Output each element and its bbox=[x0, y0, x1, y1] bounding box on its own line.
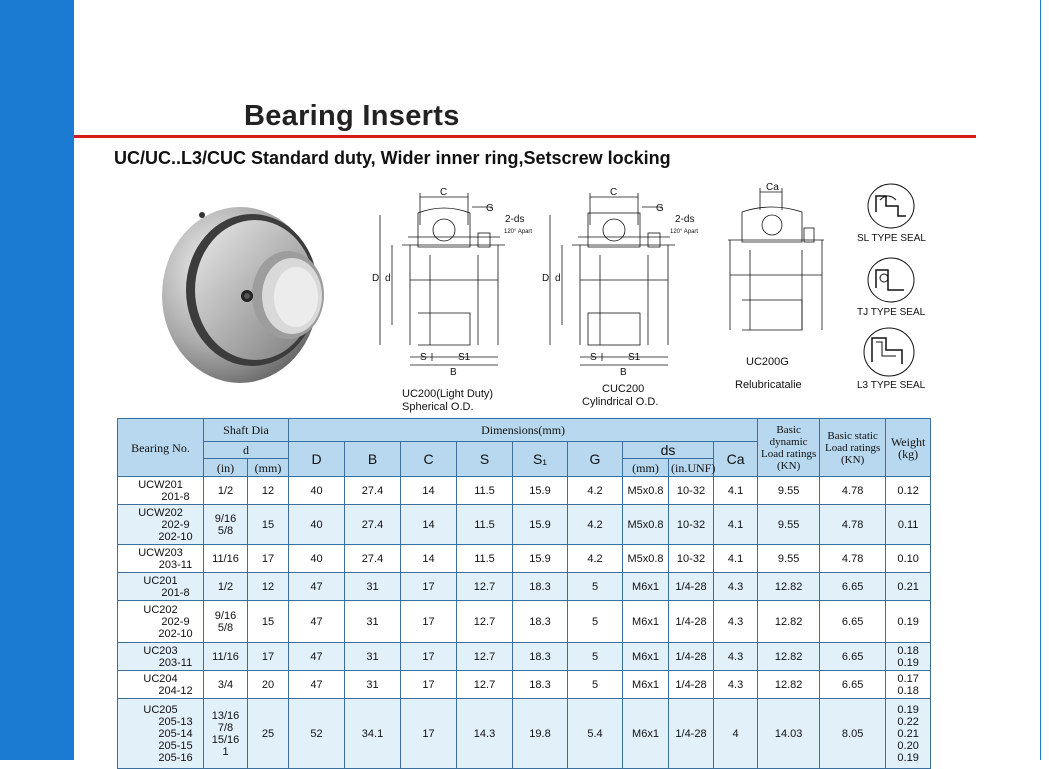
cell-ds-mm: M5x0.8 bbox=[623, 505, 669, 545]
cuc-dim-label-s1: S1 bbox=[628, 352, 641, 363]
table-body bbox=[118, 477, 931, 769]
cell-b: 31 bbox=[345, 671, 401, 699]
header-bearing-no: Bearing No. bbox=[118, 419, 204, 477]
cell-ds-mm: M5x0.8 bbox=[623, 545, 669, 573]
cell-ca: 4.1 bbox=[714, 505, 758, 545]
cell-ds-in: 1/4-28 bbox=[669, 573, 714, 601]
cell-s1: 18.3 bbox=[513, 573, 568, 601]
cuc-dim-label-g: G bbox=[656, 203, 664, 214]
header-dynamic-load: Basic dynamic Load ratings (KN) bbox=[758, 419, 820, 477]
cell-c: 17 bbox=[401, 573, 457, 601]
dim-label-big-d: D bbox=[372, 273, 380, 284]
cell-c: 17 bbox=[401, 699, 457, 769]
cell-shaft-in: 11/16 bbox=[204, 545, 248, 573]
l3-seal-label: L3 TYPE SEAL bbox=[857, 380, 926, 391]
cell-ds-in: 1/4-28 bbox=[669, 671, 714, 699]
cell-g: 4.2 bbox=[568, 545, 623, 573]
cell-bearing-no: UC203 203-11 bbox=[118, 643, 204, 671]
cell-weight: 0.12 bbox=[886, 477, 931, 505]
dim-label-s1: S1 bbox=[458, 352, 471, 363]
cell-c: 17 bbox=[401, 643, 457, 671]
cell-static-load: 4.78 bbox=[820, 505, 886, 545]
cell-b: 27.4 bbox=[345, 505, 401, 545]
l3-seal-icon bbox=[862, 326, 916, 378]
cell-s1: 15.9 bbox=[513, 545, 568, 573]
cell-ca: 4.3 bbox=[714, 643, 758, 671]
header-shaft-dia: Shaft Dia bbox=[204, 419, 289, 442]
cell-b: 27.4 bbox=[345, 477, 401, 505]
cell-ds-in: 10-32 bbox=[669, 477, 714, 505]
cuc200-caption-line2: Cylindrical O.D. bbox=[582, 396, 659, 408]
cuc200-caption bbox=[582, 383, 658, 409]
uc200-caption-line2: Spherical O.D. bbox=[402, 401, 474, 413]
cell-dynamic-load: 12.82 bbox=[758, 643, 820, 671]
cell-ds-mm: M5x0.8 bbox=[623, 477, 669, 505]
table-row bbox=[118, 573, 931, 601]
cell-g: 5 bbox=[568, 601, 623, 643]
cell-shaft-mm: 25 bbox=[248, 699, 289, 769]
header-weight: Weight (kg) bbox=[886, 419, 931, 477]
title-underline bbox=[74, 135, 976, 138]
cell-dynamic-load: 12.82 bbox=[758, 671, 820, 699]
cell-s1: 18.3 bbox=[513, 671, 568, 699]
cell-ca: 4 bbox=[714, 699, 758, 769]
cuc-dim-label-apart: 120° Apart bbox=[670, 229, 699, 235]
cell-weight: 0.19 bbox=[886, 601, 931, 643]
cell-shaft-in: 9/16 5/8 bbox=[204, 601, 248, 643]
header-ds-in: (in.UNF) bbox=[669, 459, 714, 477]
cell-dynamic-load: 14.03 bbox=[758, 699, 820, 769]
cell-weight: 0.21 bbox=[886, 573, 931, 601]
cell-weight: 0.18 0.19 bbox=[886, 643, 931, 671]
tj-seal-label: TJ TYPE SEAL bbox=[857, 307, 926, 318]
cell-s: 12.7 bbox=[457, 573, 513, 601]
header-d: d bbox=[204, 442, 289, 459]
cell-c: 14 bbox=[401, 545, 457, 573]
cell-dynamic-load: 9.55 bbox=[758, 505, 820, 545]
page-title: Bearing Inserts bbox=[244, 100, 460, 132]
header-dimensions: Dimensions(mm) bbox=[289, 419, 758, 442]
cell-static-load: 4.78 bbox=[820, 545, 886, 573]
dim-label-s: S bbox=[420, 352, 427, 363]
cell-c: 17 bbox=[401, 671, 457, 699]
sl-seal-icon bbox=[866, 182, 916, 230]
cell-ds-in: 10-32 bbox=[669, 545, 714, 573]
cell-s: 12.7 bbox=[457, 643, 513, 671]
cell-b: 31 bbox=[345, 601, 401, 643]
cell-c: 17 bbox=[401, 601, 457, 643]
uc200-caption bbox=[402, 388, 493, 414]
cuc-dim-label-s: S bbox=[590, 352, 597, 363]
cell-ds-mm: M6x1 bbox=[623, 671, 669, 699]
page-subtitle: UC/UC..L3/CUC Standard duty, Wider inner ring,Setscrew locking bbox=[114, 148, 671, 168]
cell-d: 47 bbox=[289, 643, 345, 671]
cell-shaft-in: 9/16 5/8 bbox=[204, 505, 248, 545]
cell-shaft-mm: 20 bbox=[248, 671, 289, 699]
cell-shaft-mm: 17 bbox=[248, 643, 289, 671]
cell-d: 47 bbox=[289, 573, 345, 601]
cell-shaft-in: 13/16 7/8 15/16 1 bbox=[204, 699, 248, 769]
cell-c: 14 bbox=[401, 505, 457, 545]
cell-s1: 15.9 bbox=[513, 505, 568, 545]
uc200g-label-ca: Ca bbox=[766, 182, 779, 193]
cell-s: 14.3 bbox=[457, 699, 513, 769]
tj-seal-icon bbox=[866, 256, 916, 304]
cell-s1: 19.8 bbox=[513, 699, 568, 769]
cell-ds-mm: M6x1 bbox=[623, 699, 669, 769]
cell-ds-mm: M6x1 bbox=[623, 601, 669, 643]
cell-bearing-no: UC201 201-8 bbox=[118, 573, 204, 601]
cell-shaft-in: 11/16 bbox=[204, 643, 248, 671]
right-border-line bbox=[1040, 0, 1041, 760]
header-B: B bbox=[345, 442, 401, 477]
cuc-dim-label-small-d: d bbox=[555, 273, 561, 284]
header-C: C bbox=[401, 442, 457, 477]
cell-s1: 15.9 bbox=[513, 477, 568, 505]
dim-label-ds: 2-ds bbox=[505, 214, 525, 225]
table-row bbox=[118, 545, 931, 573]
dim-label-apart: 120° Apart bbox=[504, 229, 533, 235]
cell-d: 40 bbox=[289, 505, 345, 545]
cuc200-caption-line1: CUC200 bbox=[602, 383, 645, 395]
cell-weight: 0.10 bbox=[886, 545, 931, 573]
cell-g: 4.2 bbox=[568, 477, 623, 505]
cell-d: 47 bbox=[289, 601, 345, 643]
cell-g: 5.4 bbox=[568, 699, 623, 769]
cell-static-load: 6.65 bbox=[820, 643, 886, 671]
specification-table bbox=[117, 418, 931, 769]
cell-shaft-mm: 12 bbox=[248, 477, 289, 505]
header-ds-mm: (mm) bbox=[623, 459, 669, 477]
dim-label-small-d: d bbox=[385, 273, 391, 284]
cell-dynamic-load: 12.82 bbox=[758, 573, 820, 601]
cell-shaft-in: 3/4 bbox=[204, 671, 248, 699]
cell-s: 11.5 bbox=[457, 477, 513, 505]
uc200g-section-drawing bbox=[720, 180, 830, 350]
cell-ds-mm: M6x1 bbox=[623, 573, 669, 601]
cell-s1: 18.3 bbox=[513, 643, 568, 671]
cell-ca: 4.3 bbox=[714, 601, 758, 643]
uc200g-caption-line2: Relubricatalie bbox=[735, 379, 802, 391]
cuc-dim-label-c: C bbox=[610, 187, 618, 198]
cell-bearing-no: UC204 204-12 bbox=[118, 671, 204, 699]
cell-weight: 0.11 bbox=[886, 505, 931, 545]
cell-g: 5 bbox=[568, 643, 623, 671]
cell-s: 12.7 bbox=[457, 601, 513, 643]
header-D: D bbox=[289, 442, 345, 477]
table-row bbox=[118, 671, 931, 699]
header-mm: (mm) bbox=[248, 459, 289, 477]
cell-d: 52 bbox=[289, 699, 345, 769]
cell-shaft-mm: 15 bbox=[248, 505, 289, 545]
cell-g: 5 bbox=[568, 573, 623, 601]
cell-static-load: 4.78 bbox=[820, 477, 886, 505]
cell-static-load: 6.65 bbox=[820, 573, 886, 601]
cell-b: 31 bbox=[345, 573, 401, 601]
cell-bearing-no: UCW203 203-11 bbox=[118, 545, 204, 573]
header-G: G bbox=[568, 442, 623, 477]
cell-s: 11.5 bbox=[457, 545, 513, 573]
cell-shaft-mm: 15 bbox=[248, 601, 289, 643]
cell-bearing-no: UCW202 202-9 202-10 bbox=[118, 505, 204, 545]
cell-d: 47 bbox=[289, 671, 345, 699]
uc200-section-drawing bbox=[370, 185, 533, 385]
cell-weight: 0.19 0.22 0.21 0.20 0.19 bbox=[886, 699, 931, 769]
dim-label-g: G bbox=[486, 203, 494, 214]
cuc-dim-label-b: B bbox=[620, 367, 627, 378]
cell-ca: 4.3 bbox=[714, 671, 758, 699]
cell-shaft-mm: 12 bbox=[248, 573, 289, 601]
cell-weight: 0.17 0.18 bbox=[886, 671, 931, 699]
cell-d: 40 bbox=[289, 477, 345, 505]
header-static-load: Basic static Load ratings (KN) bbox=[820, 419, 886, 477]
uc200-caption-line1: UC200(Light Duty) bbox=[402, 388, 494, 400]
cell-ca: 4.1 bbox=[714, 545, 758, 573]
header-ds: ds bbox=[623, 442, 714, 459]
cell-dynamic-load: 9.55 bbox=[758, 477, 820, 505]
cell-ds-mm: M6x1 bbox=[623, 643, 669, 671]
cuc200-section-drawing bbox=[540, 185, 699, 385]
cell-ca: 4.3 bbox=[714, 573, 758, 601]
header-in: (in) bbox=[204, 459, 248, 477]
cell-dynamic-load: 9.55 bbox=[758, 545, 820, 573]
cell-ds-in: 1/4-28 bbox=[669, 699, 714, 769]
table-row bbox=[118, 699, 931, 769]
bearing-insert-photo bbox=[160, 200, 340, 390]
cell-b: 31 bbox=[345, 643, 401, 671]
cell-bearing-no: UC202 202-9 202-10 bbox=[118, 601, 204, 643]
header-S: S bbox=[457, 442, 513, 477]
cell-s1: 18.3 bbox=[513, 601, 568, 643]
cell-b: 27.4 bbox=[345, 545, 401, 573]
header-S1: S₁ bbox=[513, 442, 568, 477]
cell-ds-in: 10-32 bbox=[669, 505, 714, 545]
header-Ca: Ca bbox=[714, 442, 758, 477]
cell-dynamic-load: 12.82 bbox=[758, 601, 820, 643]
cell-bearing-no: UC205 205-13 205-14 205-15 205-16 bbox=[118, 699, 204, 769]
table-row bbox=[118, 505, 931, 545]
table-row bbox=[118, 601, 931, 643]
cell-g: 5 bbox=[568, 671, 623, 699]
cell-static-load: 6.65 bbox=[820, 671, 886, 699]
left-blue-band bbox=[0, 0, 74, 760]
cell-static-load: 8.05 bbox=[820, 699, 886, 769]
uc200g-caption-line1: UC200G bbox=[746, 356, 789, 368]
cell-bearing-no: UCW201 201-8 bbox=[118, 477, 204, 505]
cell-c: 14 bbox=[401, 477, 457, 505]
cell-g: 4.2 bbox=[568, 505, 623, 545]
table-row bbox=[118, 643, 931, 671]
cell-s: 12.7 bbox=[457, 671, 513, 699]
cell-shaft-in: 1/2 bbox=[204, 573, 248, 601]
cell-static-load: 6.65 bbox=[820, 601, 886, 643]
cell-ds-in: 1/4-28 bbox=[669, 601, 714, 643]
table-row bbox=[118, 477, 931, 505]
cell-shaft-in: 1/2 bbox=[204, 477, 248, 505]
cell-b: 34.1 bbox=[345, 699, 401, 769]
cell-shaft-mm: 17 bbox=[248, 545, 289, 573]
cell-s: 11.5 bbox=[457, 505, 513, 545]
sl-seal-label: SL TYPE SEAL bbox=[857, 233, 926, 244]
dim-label-c: C bbox=[440, 187, 448, 198]
cell-ca: 4.1 bbox=[714, 477, 758, 505]
cuc-dim-label-big-d: D bbox=[542, 273, 550, 284]
cell-d: 40 bbox=[289, 545, 345, 573]
dim-label-b: B bbox=[450, 367, 457, 378]
cuc-dim-label-ds: 2-ds bbox=[675, 214, 695, 225]
cell-ds-in: 1/4-28 bbox=[669, 643, 714, 671]
